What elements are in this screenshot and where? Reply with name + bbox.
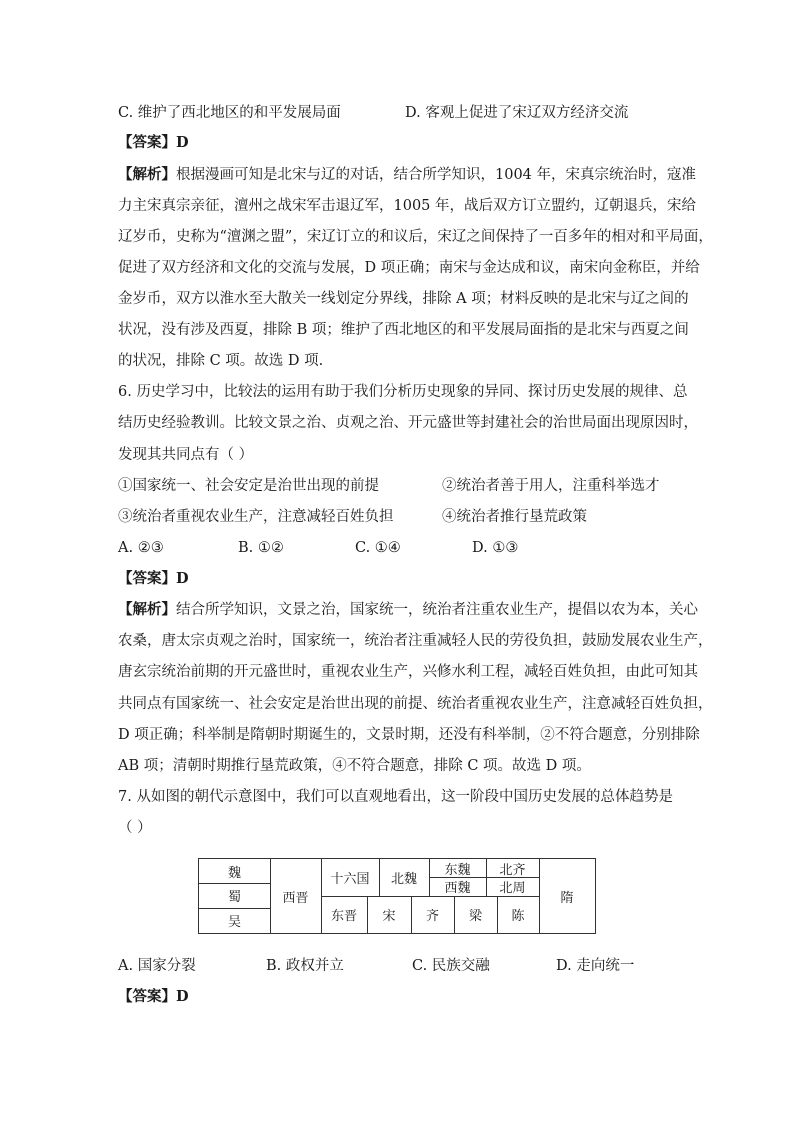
q5-analysis-line-5: 金岁币，双方以淮水至大散关一线划定分界线，排除 A 项；材料反映的是北宋与辽之间的 (118, 291, 689, 307)
q5-answer: 【答案】D (118, 134, 189, 151)
cell-northern-zhou: 北周 (499, 881, 526, 896)
q5-analysis-line-1: 【解析】根据漫画可知是北宋与辽的对话，结合所学知识，1004 年，宋真宗统治时，寇准 (118, 166, 697, 183)
q5-analysis-label: 【解析】 (118, 166, 176, 183)
cell-wei: 魏 (227, 865, 241, 881)
q6-item-4: ④统治者推行垦荒政策 (442, 509, 587, 525)
q6-analysis-line-3: 唐玄宗统治前期的开元盛世时，重视农业生产，兴修水利工程，减轻百姓负担，由此可知其 (118, 664, 698, 680)
q7-answer: 【答案】D (118, 988, 189, 1005)
q6-answer: 【答案】D (118, 570, 189, 587)
q5-option-c: C. 维护了西北地区的和平发展局面 (118, 105, 341, 121)
q6-item-3: ③统治者重视农业生产，注意减轻百姓负担 (118, 509, 394, 525)
q6-analysis-line-2: 农桑，唐太宗贞观之治时，国家统一，统治者注重减轻人民的劳役负担，鼓励发展农业生产， (118, 633, 713, 649)
q6-analysis-label: 【解析】 (118, 601, 176, 618)
cell-western-wei: 西魏 (444, 881, 471, 896)
cell-qi: 齐 (425, 909, 439, 924)
q5-analysis-line-2: 力主宋真宗亲征，澶州之战宋军击退辽军，1005 年，战后双方订立盟约，辽朝退兵，宋给 (118, 198, 697, 214)
q5-analysis-line-4: 促进了双方经济和文化的交流与发展，D 项正确；南宋与金达成和议，南宋向金称臣，并给 (118, 260, 700, 276)
q6-option-c: C. ①④ (355, 540, 401, 556)
q6-option-d: D. ①③ (472, 540, 519, 556)
q6-stem-line-2: 结历史经验教训。比较文景之治、贞观之治、开元盛世等封建社会的治世局面出现原因时， (118, 415, 698, 431)
q6-option-b: B. ①② (238, 540, 284, 556)
q6-item-1: ①国家统一、社会安定是治世出现的前提 (118, 478, 379, 494)
cell-song: 宋 (382, 909, 396, 924)
q7-stem-line-1: 7. 从如图的朝代示意图中，我们可以直观地看出，这一阶段中国历史发展的总体趋势是 (118, 789, 673, 805)
cell-eastern-jin: 东晋 (330, 909, 357, 924)
q5-option-d: D. 客观上促进了宋辽双方经济交流 (405, 105, 629, 121)
cell-western-jin: 西晋 (282, 890, 309, 906)
q7-stem-line-2: （ ） (118, 820, 152, 836)
cell-eastern-wei: 东魏 (444, 862, 471, 878)
q6-item-2: ②统治者善于用人，注重科举选才 (442, 478, 660, 494)
q6-option-a: A. ②③ (118, 540, 164, 556)
q6-analysis-line-6: AB 项；清朝时期推行垦荒政策，④不符合题意，排除 C 项。故选 D 项。 (118, 758, 591, 774)
q6-stem-line-3: 发现其共同点有（ ） (118, 447, 254, 463)
cell-wu: 吴 (227, 915, 241, 930)
q5-analysis-line-6: 状况，没有涉及西夏，排除 B 项；维护了西北地区的和平发展局面指的是北宋与西夏之间 (118, 322, 689, 338)
cell-sixteen-kingdoms: 十六国 (330, 872, 370, 887)
q6-analysis-line-4: 共同点有国家统一、社会安定是治世出现的前提、统治者重视农业生产，注意减轻百姓负担， (118, 696, 713, 712)
q5-analysis-line-3: 辽岁币，史称为“澶渊之盟”，宋辽订立的和议后，宋辽之间保持了一百多年的相对和平局面， (118, 229, 713, 245)
q7-option-a: A. 国家分裂 (118, 958, 196, 974)
q5-analysis-line-7: 的状况，排除 C 项。故选 D 项. (118, 353, 324, 369)
cell-chen: 陈 (511, 909, 525, 924)
q6-analysis-line-5: D 项正确；科举制是隋朝时期诞生的，文景时期，还没有科举制，②不符合题意，分别排除 (118, 727, 700, 743)
q6-stem-line-1: 6. 历史学习中，比较法的运用有助于我们分析历史现象的异同、探讨历史发展的规律、总 (118, 384, 688, 400)
cell-shu: 蜀 (227, 890, 241, 905)
cell-liang: 梁 (468, 909, 482, 924)
cell-sui: 隋 (560, 890, 574, 906)
q7-option-b: B. 政权并立 (266, 958, 344, 974)
q7-option-c: C. 民族交融 (412, 958, 490, 974)
dynasty-diagram (198, 858, 596, 934)
cell-northern-wei: 北魏 (390, 872, 417, 887)
q6-analysis-line-1: 【解析】结合所学知识，文景之治，国家统一，统治者注重农业生产，提倡以农为本，关心 (118, 601, 698, 618)
q7-option-d: D. 走向统一 (556, 958, 635, 974)
cell-northern-qi: 北齐 (499, 862, 526, 878)
